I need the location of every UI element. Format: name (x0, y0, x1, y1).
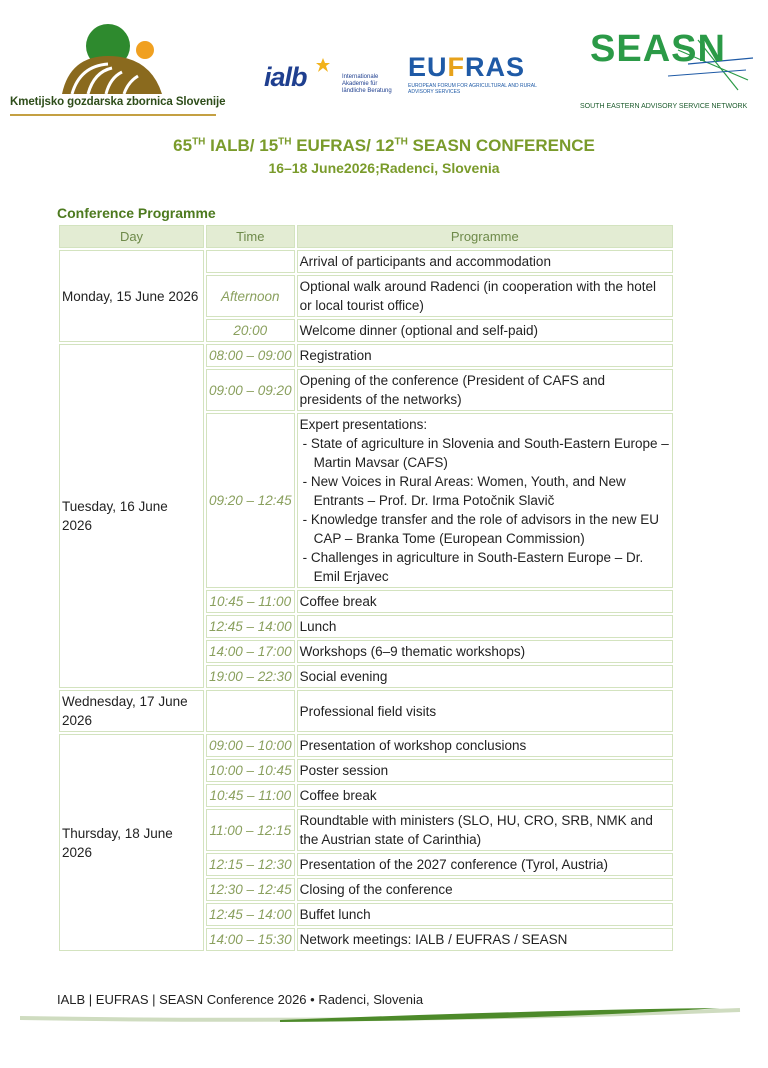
item-cell: Coffee break (297, 590, 673, 613)
time-cell: 09:20 – 12:45 (206, 413, 295, 588)
time-cell: 20:00 (206, 319, 295, 342)
item-cell: Professional field visits (297, 690, 673, 732)
title-part-3: SEASN CONFERENCE (407, 136, 595, 155)
item-cell: Poster session (297, 759, 673, 782)
table-row (59, 690, 673, 732)
title-sup-2: TH (278, 136, 292, 148)
ialb-subtitle: Internationale Akademie für ländliche Beratung (342, 74, 392, 94)
kgzs-underline (10, 114, 216, 116)
item-cell: Network meetings: IALB / EUFRAS / SEASN (297, 928, 673, 951)
table-header-row (59, 225, 673, 248)
day-cell: Thursday, 18 June 2026 (59, 734, 204, 951)
seasn-subtitle: SOUTH EASTERN ADVISORY SERVICE NETWORK (580, 103, 748, 110)
time-cell: 14:00 – 17:00 (206, 640, 295, 663)
item-cell: Registration (297, 344, 673, 367)
programme-table (57, 223, 675, 953)
time-cell: 08:00 – 09:00 (206, 344, 295, 367)
day-cell: Tuesday, 16 June 2026 (59, 344, 204, 688)
item-cell: Closing of the conference (297, 878, 673, 901)
day-cell: Wednesday, 17 June 2026 (59, 690, 204, 732)
presentation-item: - State of agriculture in Slovenia and South-Eastern Europe – Martin Mavsar (CAFS) (302, 436, 669, 470)
eufras-word-a: EU (408, 52, 448, 82)
col-day-header: Day (59, 225, 204, 248)
time-cell: 14:00 – 15:30 (206, 928, 295, 951)
time-cell: 19:00 – 22:30 (206, 665, 295, 688)
col-time-header: Time (206, 225, 295, 248)
item-cell: Roundtable with ministers (SLO, HU, CRO, SRB, NMK and the Austrian state of Carinthia) (297, 809, 673, 851)
conference-title (0, 136, 768, 156)
day-cell: Monday, 15 June 2026 (59, 250, 204, 342)
time-cell (206, 250, 295, 273)
time-cell: Afternoon (206, 275, 295, 317)
item-cell: Workshops (6–9 thematic workshops) (297, 640, 673, 663)
ialb-logo (262, 58, 402, 102)
eufras-word-c: RAS (465, 52, 526, 82)
time-cell: 10:00 – 10:45 (206, 759, 295, 782)
presentation-item: - New Voices in Rural Areas: Women, Youth, and New Entrants – Prof. Dr. Irma Potočnik Slavič (302, 474, 626, 508)
ialb-word: ialb (264, 62, 307, 92)
item-cell: Welcome dinner (optional and self-paid) (297, 319, 673, 342)
table-row (59, 250, 673, 273)
title-sup-1: TH (192, 136, 206, 148)
presentations-heading: Expert presentations: (299, 417, 428, 432)
programme-heading: Conference Programme (57, 205, 216, 221)
time-cell: 11:00 – 12:15 (206, 809, 295, 851)
seasn-logo (578, 20, 758, 115)
time-cell: 12:30 – 12:45 (206, 878, 295, 901)
eufras-subtitle: EUROPEAN FORUM FOR AGRICULTURAL AND RURAL ADVISORY SERVICES (408, 83, 537, 95)
item-cell: Presentation of workshop conclusions (297, 734, 673, 757)
time-cell: 10:45 – 11:00 (206, 590, 295, 613)
item-cell: Lunch (297, 615, 673, 638)
table-row (59, 344, 673, 367)
eufras-word (408, 52, 538, 82)
item-cell: Opening of the conference (President of CAFS and presidents of the networks) (297, 369, 673, 411)
time-cell: 09:00 – 09:20 (206, 369, 295, 411)
item-cell: Coffee break (297, 784, 673, 807)
seasn-word: SEASN (590, 28, 726, 70)
item-cell: Buffet lunch (297, 903, 673, 926)
time-cell: 12:15 – 12:30 (206, 853, 295, 876)
eufras-word-b: F (447, 52, 466, 82)
title-part-1: IALB/ 15 (205, 136, 279, 155)
item-cell: Social evening (297, 665, 673, 688)
title-num: 65 (173, 136, 193, 155)
time-cell: 12:45 – 14:00 (206, 615, 295, 638)
col-programme-header: Programme (297, 225, 673, 248)
table-row (59, 734, 673, 757)
item-cell: Arrival of participants and accommodation (297, 250, 673, 273)
footer-text: IALB | EUFRAS | SEASN Conference 2026 • Radenci, Slovenia (57, 992, 424, 1007)
item-cell: Presentation of the 2027 conference (Tyrol, Austria) (297, 853, 673, 876)
time-cell: 09:00 – 10:00 (206, 734, 295, 757)
presentation-item: - Knowledge transfer and the role of advisors in the new EU CAP – Branka Tome (European Commission) (302, 512, 660, 546)
star-icon (316, 58, 330, 72)
eufras-logo (408, 52, 538, 102)
item-cell: Optional walk around Radenci (in cooperation with the hotel or local tourist office) (297, 275, 673, 317)
kgzs-name: Kmetijsko gozdarska zbornica Slovenije (10, 96, 226, 108)
item-cell (297, 413, 673, 588)
kgzs-emblem-icon (10, 22, 170, 94)
kgzs-logo (10, 22, 226, 117)
time-cell: 10:45 – 11:00 (206, 784, 295, 807)
presentation-item: - Challenges in agriculture in South-Eastern Europe – Dr. Emil Erjavec (302, 550, 644, 584)
title-sup-3: TH (394, 136, 408, 148)
conference-subtitle: 16–18 June2026;Radenci, Slovenia (268, 160, 500, 176)
time-cell (206, 690, 295, 732)
title-part-2: EUFRAS/ 12 (291, 136, 395, 155)
time-cell: 12:45 – 14:00 (206, 903, 295, 926)
logo-bar (0, 0, 768, 130)
